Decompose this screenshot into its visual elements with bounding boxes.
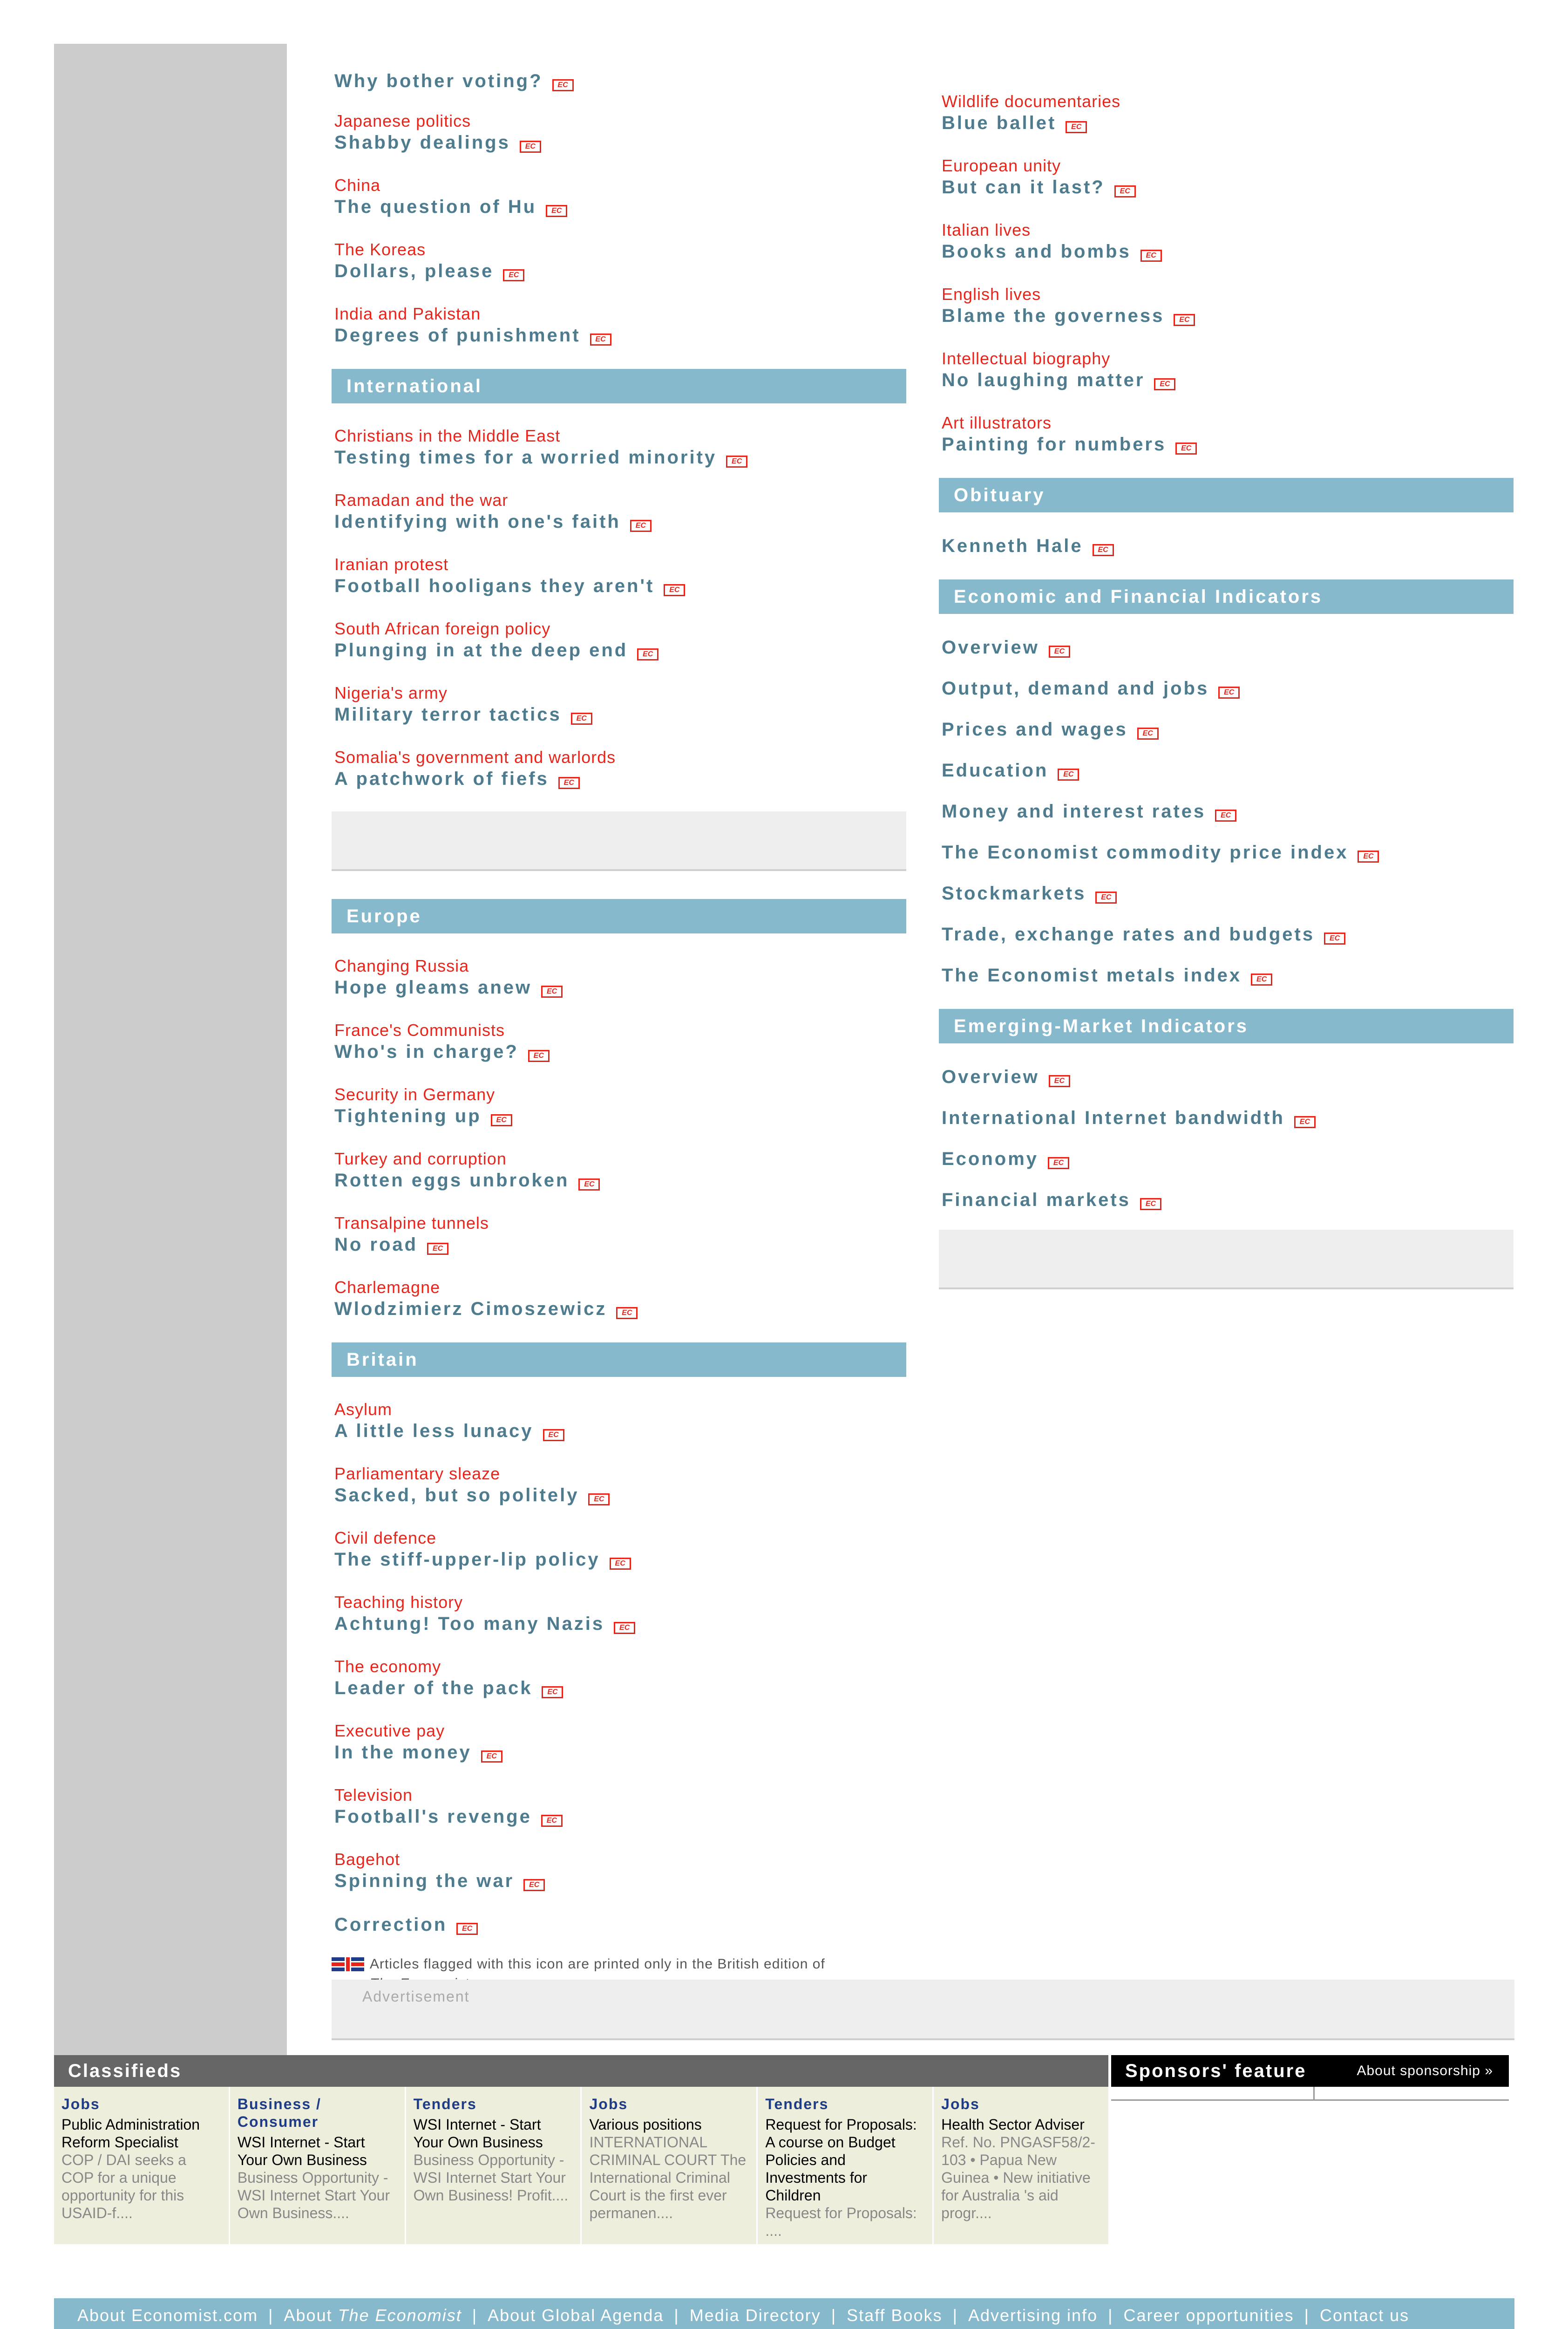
section-britain: Britain xyxy=(332,1342,906,1377)
footer-nav xyxy=(54,2298,1514,2329)
uk-edition-icon: EC xyxy=(1154,378,1175,390)
article-kicker: Japanese politics xyxy=(334,111,471,130)
sponsors-feature-box xyxy=(1111,2087,1509,2101)
footer-link-text: The Economist xyxy=(338,2306,462,2325)
article-item xyxy=(334,1849,906,1892)
uk-edition-icon: EC xyxy=(520,141,541,153)
article-headline-link[interactable]: Spinning the war xyxy=(334,1871,515,1891)
classified-category: Jobs xyxy=(589,2096,628,2112)
article-headline-link[interactable]: Degrees of punishment xyxy=(334,325,581,346)
article-kicker: Nigeria's army xyxy=(334,683,448,702)
uk-edition-icon: EC xyxy=(1049,646,1070,658)
uk-edition-icon: EC xyxy=(610,1558,631,1570)
article-headline-link[interactable]: Blue ballet xyxy=(942,113,1057,133)
article-headline-link[interactable]: Plunging in at the deep end xyxy=(334,640,628,661)
article-item xyxy=(334,683,906,726)
article-kicker: Charlemagne xyxy=(334,1278,441,1297)
article-item xyxy=(334,619,906,661)
classified-title[interactable]: WSI Internet - Start Your Own Business xyxy=(413,2116,543,2151)
europe-articles xyxy=(332,956,906,1320)
classified-cell[interactable] xyxy=(406,2087,582,2244)
uk-edition-icon: EC xyxy=(1218,687,1240,699)
uk-edition-icon: EC xyxy=(637,648,658,661)
article-item xyxy=(334,239,906,282)
footer-link[interactable] xyxy=(1123,2306,1294,2325)
about-sponsorship-link[interactable]: About sponsorship » xyxy=(1357,2063,1493,2078)
article-item xyxy=(334,747,906,790)
footer-separator: | xyxy=(472,2306,478,2325)
article-headline-link[interactable]: Football's revenge xyxy=(334,1806,532,1827)
uk-edition-icon: EC xyxy=(1324,933,1345,945)
article-item xyxy=(334,490,906,533)
uk-edition-icon: EC xyxy=(1215,810,1236,822)
classified-cell[interactable] xyxy=(582,2087,758,2244)
uk-edition-icon: EC xyxy=(1251,974,1272,986)
article-kicker: The economy xyxy=(334,1657,441,1676)
article-kicker: Executive pay xyxy=(334,1721,445,1740)
classified-cell[interactable] xyxy=(758,2087,934,2244)
article-headline-link[interactable]: Sacked, but so politely xyxy=(334,1485,579,1505)
classified-title[interactable]: Request for Proposals: A course on Budget Policies and Investments for Children xyxy=(765,2116,917,2204)
classified-title[interactable]: Various positions xyxy=(589,2116,702,2133)
footer-separator: | xyxy=(674,2306,679,2325)
advertisement-label: Advertisement xyxy=(362,1988,470,2005)
article-item xyxy=(942,1189,1514,1211)
uk-edition-icon: EC xyxy=(588,1493,610,1505)
article-item xyxy=(942,800,1514,823)
article-kicker: Television xyxy=(334,1785,413,1805)
article-kicker: Parliamentary sleaze xyxy=(334,1464,501,1483)
footer-link[interactable] xyxy=(1320,2306,1409,2325)
uk-edition-icon: EC xyxy=(503,269,524,281)
classified-title[interactable]: Health Sector Adviser xyxy=(941,2116,1085,2133)
uk-edition-icon: EC xyxy=(630,520,652,532)
article-headline-link[interactable]: The Economist metals index xyxy=(942,965,1242,986)
article-kicker: Italian lives xyxy=(942,220,1031,239)
article-kicker: Ramadan and the war xyxy=(334,490,509,510)
uk-edition-icon: EC xyxy=(616,1307,638,1319)
classified-category: Business / Consumer xyxy=(237,2096,321,2130)
article-headline-link[interactable]: Dollars, please xyxy=(334,261,494,281)
article-item xyxy=(942,348,1514,391)
article-item xyxy=(334,1464,906,1506)
article-headline-link[interactable]: In the money xyxy=(334,1742,472,1763)
international-articles xyxy=(332,426,906,790)
footer-link-text: Advertising info xyxy=(968,2306,1098,2325)
article-item xyxy=(942,1148,1514,1170)
article-item xyxy=(334,1020,906,1063)
article-headline-link[interactable]: The Economist commodity price index xyxy=(942,842,1349,863)
article-kicker: Security in Germany xyxy=(334,1085,496,1104)
uk-edition-icon: EC xyxy=(552,79,574,91)
uk-edition-icon: EC xyxy=(571,713,592,725)
ad-placeholder-box xyxy=(332,811,906,871)
article-item xyxy=(942,1066,1514,1088)
article-headline-link[interactable]: But can it last? xyxy=(942,177,1105,197)
article-kicker: China xyxy=(334,176,381,195)
classified-description: INTERNATIONAL CRIMINAL COURT The International Criminal Court is the first ever permanen.... xyxy=(589,2134,747,2221)
footer-link-text: Contact us xyxy=(1320,2306,1410,2325)
footer-link-text: Staff Books xyxy=(847,2306,943,2325)
article-headline-link[interactable]: Identifying with one's faith xyxy=(334,511,621,532)
uk-edition-icon: EC xyxy=(664,584,685,596)
article-kicker: Somalia's government and warlords xyxy=(334,748,616,767)
article-headline-link[interactable]: Painting for numbers xyxy=(942,434,1167,455)
article-item xyxy=(334,1592,906,1635)
emerging-market-articles xyxy=(939,1066,1514,1211)
footer-separator: | xyxy=(1108,2306,1113,2325)
uk-edition-icon: EC xyxy=(1095,892,1117,904)
footer-link-text: About xyxy=(284,2306,333,2325)
article-headline-link[interactable]: Who's in charge? xyxy=(334,1042,519,1062)
article-item xyxy=(942,636,1514,659)
article-kicker: India and Pakistan xyxy=(334,304,481,323)
top-articles-list xyxy=(332,70,906,347)
article-item xyxy=(334,426,906,469)
uk-edition-icon: EC xyxy=(1140,1198,1161,1210)
article-kicker: Turkey and corruption xyxy=(334,1149,507,1168)
article-headline-link[interactable]: Rotten eggs unbroken xyxy=(334,1170,570,1191)
uk-edition-icon: EC xyxy=(726,456,747,468)
uk-edition-icon: EC xyxy=(546,205,567,217)
books-articles xyxy=(939,91,1514,456)
uk-edition-icon: EC xyxy=(542,1686,563,1698)
footer-link[interactable] xyxy=(284,2306,462,2325)
article-headline-link[interactable]: Education xyxy=(942,760,1049,781)
article-headline-link[interactable]: Hope gleams anew xyxy=(334,977,532,998)
article-item xyxy=(334,1084,906,1127)
article-kicker: Intellectual biography xyxy=(942,349,1111,368)
classified-description: Business Opportunity - WSI Internet Start Your Own Business! Profit.... xyxy=(413,2152,569,2204)
article-kicker: Teaching history xyxy=(334,1593,463,1612)
obituary-articles xyxy=(939,535,1514,557)
article-item xyxy=(942,535,1514,557)
uk-edition-icon: EC xyxy=(558,777,580,789)
classified-category: Tenders xyxy=(765,2096,829,2112)
article-item xyxy=(942,156,1514,198)
article-headline-link[interactable]: Economy xyxy=(942,1149,1039,1169)
footer-link[interactable] xyxy=(847,2306,942,2325)
article-kicker: Asylum xyxy=(334,1400,393,1419)
section-economic-indicators: Economic and Financial Indicators xyxy=(939,579,1514,614)
uk-flag-icon xyxy=(332,1957,364,1971)
article-item xyxy=(334,1277,906,1320)
article-item xyxy=(942,677,1514,700)
article-headline-link[interactable]: Correction xyxy=(334,1914,448,1935)
uk-edition-icon: EC xyxy=(614,1622,635,1634)
article-item xyxy=(334,1721,906,1764)
sponsors-feature-header xyxy=(1111,2055,1509,2087)
classified-description: COP / DAI seeks a COP for a unique opportunity for this USAID-f.... xyxy=(61,2152,186,2221)
uk-edition-icon: EC xyxy=(1175,443,1197,455)
section-europe: Europe xyxy=(332,899,906,933)
uk-edition-icon: EC xyxy=(1358,851,1379,863)
article-kicker: France's Communists xyxy=(334,1021,505,1040)
article-headline-link[interactable]: Stockmarkets xyxy=(942,883,1086,904)
article-item xyxy=(942,718,1514,741)
article-headline-link[interactable]: Blame the governess xyxy=(942,306,1165,326)
uk-edition-icon: EC xyxy=(1049,1075,1070,1087)
article-item xyxy=(942,923,1514,946)
uk-edition-icon: EC xyxy=(1114,185,1136,197)
footer-separator: | xyxy=(268,2306,274,2325)
article-item xyxy=(334,956,906,999)
article-headline-link[interactable]: The stiff-upper-lip policy xyxy=(334,1549,600,1570)
uk-edition-icon: EC xyxy=(541,1815,563,1827)
article-headline-link[interactable]: Trade, exchange rates and budgets xyxy=(942,924,1315,945)
article-headline-link[interactable]: Kenneth Hale xyxy=(942,536,1083,556)
article-kicker: European unity xyxy=(942,156,1061,175)
uk-edition-icon: EC xyxy=(578,1178,600,1191)
uk-edition-icon: EC xyxy=(590,334,611,346)
footer-link-text: About Global Agenda xyxy=(488,2306,664,2325)
article-kicker: English lives xyxy=(942,285,1041,304)
article-headline-link[interactable]: Military terror tactics xyxy=(334,704,562,725)
article-item xyxy=(334,175,906,218)
article-item xyxy=(942,413,1514,456)
section-international: International xyxy=(332,369,906,403)
uk-edition-icon: EC xyxy=(528,1050,550,1062)
uk-edition-icon: EC xyxy=(1048,1157,1069,1169)
ad-placeholder-box-right xyxy=(939,1230,1514,1289)
article-item xyxy=(942,882,1514,905)
article-headline-link[interactable]: Testing times for a worried minority xyxy=(334,447,717,468)
footer-link[interactable] xyxy=(968,2306,1098,2325)
article-headline-link[interactable]: Wlodzimierz Cimoszewicz xyxy=(334,1299,607,1319)
article-headline-link[interactable]: Leader of the pack xyxy=(334,1678,533,1698)
classified-title[interactable]: Public Administration Reform Specialist xyxy=(61,2116,200,2151)
article-kicker: Changing Russia xyxy=(334,956,469,975)
article-headline-link[interactable]: Books and bombs xyxy=(942,241,1131,262)
footer-link-text: Career opportunities xyxy=(1123,2306,1294,2325)
classified-category: Jobs xyxy=(61,2096,100,2112)
section-obituary: Obituary xyxy=(939,478,1514,512)
classified-category: Tenders xyxy=(413,2096,477,2112)
article-item xyxy=(942,964,1514,987)
right-column xyxy=(939,91,1514,1317)
article-headline-link[interactable]: Overview xyxy=(942,1067,1039,1087)
footer-link[interactable] xyxy=(488,2306,664,2325)
uk-edition-icon: EC xyxy=(1058,769,1079,781)
article-item xyxy=(334,1528,906,1571)
uk-edition-icon: EC xyxy=(481,1750,502,1763)
article-kicker: Wildlife documentaries xyxy=(942,92,1121,111)
left-column xyxy=(332,70,906,1994)
uk-edition-icon: EC xyxy=(1174,314,1195,326)
article-headline-link[interactable]: Why bother voting? xyxy=(334,71,543,91)
article-headline-link[interactable]: International Internet bandwidth xyxy=(942,1108,1285,1128)
article-headline-link[interactable]: Financial markets xyxy=(942,1190,1131,1210)
article-item xyxy=(334,1914,906,1936)
uk-edition-icon: EC xyxy=(541,986,563,998)
classifieds-grid xyxy=(54,2087,1108,2244)
left-sidebar xyxy=(54,44,287,2058)
uk-edition-icon: EC xyxy=(1294,1116,1316,1128)
uk-edition-icon: EC xyxy=(1140,250,1162,262)
article-kicker: Bagehot xyxy=(334,1850,400,1869)
footer-separator: | xyxy=(952,2306,958,2325)
article-item xyxy=(942,759,1514,782)
article-kicker: Christians in the Middle East xyxy=(334,426,561,445)
article-item xyxy=(334,1656,906,1699)
article-kicker: Civil defence xyxy=(334,1528,437,1547)
classified-cell[interactable] xyxy=(934,2087,1108,2244)
classified-description: Request for Proposals: .... xyxy=(765,2205,917,2239)
section-emerging-market-indicators: Emerging-Market Indicators xyxy=(939,1009,1514,1043)
uk-edition-icon: EC xyxy=(1137,728,1159,740)
uk-edition-icon: EC xyxy=(491,1114,512,1126)
article-kicker: Transalpine tunnels xyxy=(334,1213,489,1233)
article-headline-link[interactable]: Shabby dealings xyxy=(334,132,510,153)
article-kicker: Iranian protest xyxy=(334,555,449,574)
footer-separator: | xyxy=(831,2306,837,2325)
uk-edition-icon: EC xyxy=(427,1243,448,1255)
article-headline-link[interactable]: Football hooligans they aren't xyxy=(334,576,655,596)
sponsors-feature-title: Sponsors' feature xyxy=(1125,2061,1307,2081)
article-headline-link[interactable]: A patchwork of fiefs xyxy=(334,769,549,789)
article-headline-link[interactable]: Prices and wages xyxy=(942,719,1128,740)
uk-note-text: Articles flagged with this icon are printed only in the British edition of xyxy=(370,1956,825,1972)
uk-edition-icon: EC xyxy=(1066,121,1087,133)
article-item xyxy=(334,70,906,92)
footer-link[interactable] xyxy=(690,2306,821,2325)
uk-edition-icon: EC xyxy=(523,1879,545,1891)
uk-edition-icon: EC xyxy=(1093,544,1114,556)
article-item xyxy=(334,1785,906,1828)
article-item xyxy=(942,841,1514,864)
article-item xyxy=(334,111,906,154)
article-headline-link[interactable]: Money and interest rates xyxy=(942,801,1206,822)
classified-cell[interactable] xyxy=(230,2087,406,2244)
article-item xyxy=(334,1213,906,1256)
article-item xyxy=(942,284,1514,327)
article-headline-link[interactable]: Overview xyxy=(942,637,1039,658)
article-headline-link[interactable]: No road xyxy=(334,1234,418,1255)
uk-edition-icon: EC xyxy=(543,1429,564,1441)
classified-title[interactable]: WSI Internet - Start Your Own Business xyxy=(237,2134,367,2168)
footer-separator: | xyxy=(1304,2306,1310,2325)
uk-edition-icon: EC xyxy=(456,1923,478,1935)
article-item xyxy=(334,1149,906,1192)
article-item xyxy=(942,1107,1514,1129)
article-headline-link[interactable]: The question of Hu xyxy=(334,197,537,217)
footer-link-text: Media Directory xyxy=(689,2306,821,2325)
article-kicker: The Koreas xyxy=(334,240,426,259)
britain-articles xyxy=(332,1399,906,1936)
classified-category: Jobs xyxy=(941,2096,980,2112)
classified-description: Business Opportunity - WSI Internet Start Your Own Business.... xyxy=(237,2169,390,2221)
economic-indicators-articles xyxy=(939,636,1514,987)
article-kicker: South African foreign policy xyxy=(334,619,551,638)
article-item xyxy=(334,304,906,347)
article-item xyxy=(942,220,1514,263)
article-kicker: Art illustrators xyxy=(942,413,1052,432)
classified-cell[interactable] xyxy=(54,2087,230,2244)
article-headline-link[interactable]: Achtung! Too many Nazis xyxy=(334,1614,605,1634)
advertisement-box[interactable] xyxy=(332,1980,1514,2040)
classified-description: Ref. No. PNGASF58/2-103 • Papua New Guinea • New initiative for Australia 's aid progr.... xyxy=(941,2134,1095,2221)
article-headline-link[interactable]: A little less lunacy xyxy=(334,1421,534,1441)
footer-link-text: About Economist.com xyxy=(77,2306,258,2325)
article-headline-link[interactable]: Output, demand and jobs xyxy=(942,678,1209,699)
article-item xyxy=(334,1399,906,1442)
article-headline-link[interactable]: No laughing matter xyxy=(942,370,1145,390)
classifieds-header: Classifieds xyxy=(54,2055,1108,2087)
article-item xyxy=(942,91,1514,134)
footer-link[interactable] xyxy=(77,2306,258,2325)
article-headline-link[interactable]: Tightening up xyxy=(334,1106,482,1126)
article-item xyxy=(334,554,906,597)
